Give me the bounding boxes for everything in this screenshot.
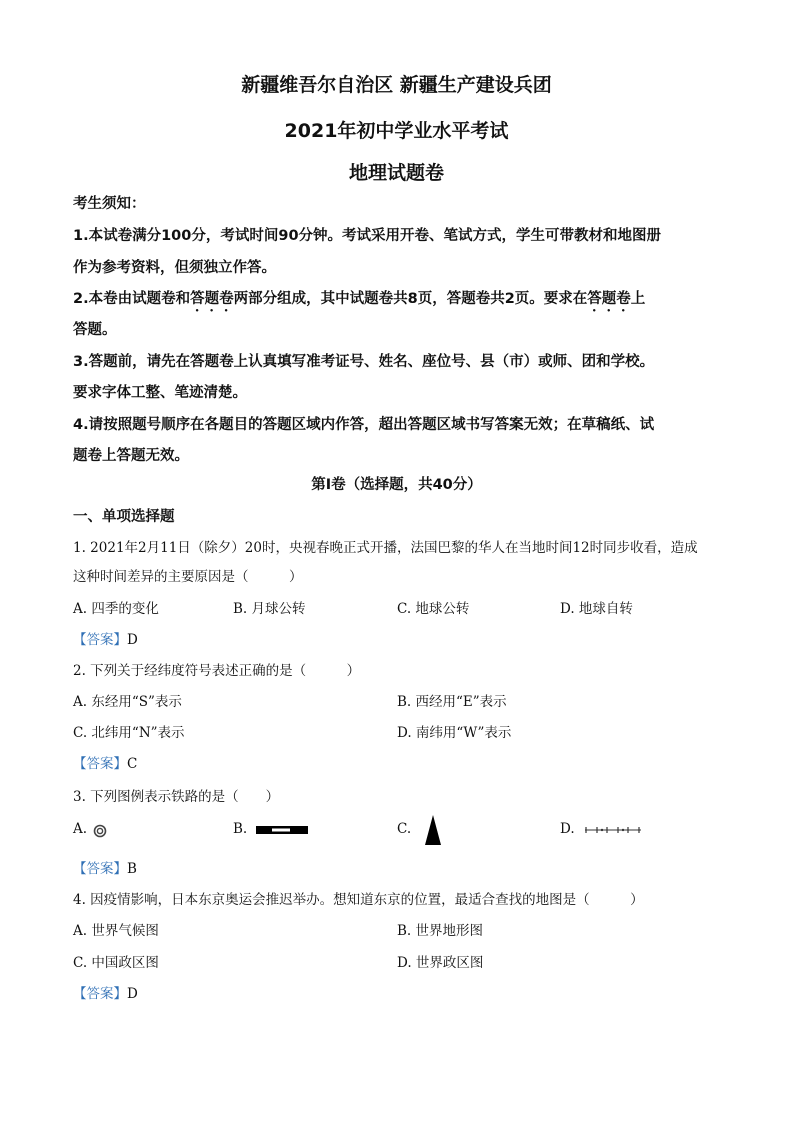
q1-stem-line-2: 这种时间差异的主要原因是（ ） [73,569,303,585]
answer-tag: 【答案】 [73,861,127,877]
mountain-peak-symbol-icon [424,814,442,846]
q1-option-a: A. 四季的变化 [73,601,159,617]
notice-item-1-line-2: 作为参考资料，但须独立作答。 [73,260,276,276]
q3-option-c: C. [397,821,412,837]
exam-title-year: 2021年初中学业水平考试 [284,120,509,142]
q1-option-c: C. 地球公转 [397,601,470,617]
q3-option-a: A. [73,821,88,837]
q4-option-d: D. 世界政区图 [397,955,484,971]
q3-option-b: B. [233,821,248,837]
answer-tag: 【答案】 [73,756,127,772]
answer-value: D [127,632,138,648]
q4-option-c: C. 中国政区图 [73,955,159,971]
capital-city-symbol-icon [93,824,107,838]
answer-tag: 【答案】 [73,632,127,648]
notice-item-1-line-1: 1.本试卷满分100分，考试时间90分钟。考试采用开卷、笔试方式，学生可带教材和地图册 [73,228,662,244]
q3-stem: 3. 下列图例表示铁路的是（ ） [73,789,280,805]
answer-value: D [127,986,138,1002]
q3-answer [73,857,137,877]
notice-item-2-line-1 [73,287,733,315]
q2-option-b: B. 西经用“E”表示 [397,694,507,710]
notice-item-2-emph-1: 答题卷 [190,291,234,307]
q2-stem: 2. 下列关于经纬度符号表述正确的是（ ） [73,663,361,679]
exam-title-subject: 地理试题卷 [348,162,444,184]
notice-item-2-emph-2: 答题卷 [587,291,631,307]
q2-option-a: A. 东经用“S”表示 [73,694,182,710]
q2-option-c: C. 北纬用“N”表示 [73,725,185,741]
exam-title-region: 新疆维吾尔自治区 新疆生产建设兵团 [241,74,552,96]
boundary-line-symbol-icon [585,826,641,834]
q1-stem-line-1: 1. 2021年2月11日（除夕）20时，央视春晚正式开播，法国巴黎的华人在当地时间12时同步收看，造成 [73,540,698,556]
notice-item-3-line-1: 3.答题前，请先在答题卷上认真填写准考证号、姓名、座位号、县（市）或师、团和学校。 [73,354,655,370]
answer-tag: 【答案】 [73,986,127,1002]
railway-symbol-icon [256,826,308,834]
answer-value: B [127,861,137,877]
q2-answer [73,752,137,772]
q3-option-d: D. [560,821,575,837]
notice-item-4-line-1: 4.请按照题号顺序在各题目的答题区域内作答，超出答题区域书写答案无效；在草稿纸、试 [73,417,655,433]
q4-option-b: B. 世界地形图 [397,923,484,939]
notice-item-2-part-a: 2.本卷由试题卷和 [73,291,191,307]
section-type-title: 一、单项选择题 [73,509,175,525]
notice-item-4-line-2: 题卷上答题无效。 [73,448,189,464]
q1-option-b: B. 月球公转 [233,601,306,617]
notice-item-2-part-c: 两部分组成，其中试题卷共8页，答题卷共2页。要求在 [233,291,588,307]
part-title: 第Ⅰ卷（选择题，共40分） [311,477,482,493]
notice-item-2-line-2: 答题。 [73,322,117,338]
q4-stem: 4. 因疫情影响，日本东京奥运会推迟举办。想知道东京的位置，最适合查找的地图是（ ） [73,892,644,908]
q1-answer [73,628,138,648]
q4-answer [73,982,138,1002]
notice-item-3-line-2: 要求字体工整、笔迹清楚。 [73,385,247,401]
notice-heading: 考生须知： [73,196,146,212]
answer-value: C [127,756,138,772]
q2-option-d: D. 南纬用“W”表示 [397,725,512,741]
q4-option-a: A. 世界气候图 [73,923,159,939]
notice-item-2-part-e: 上 [630,291,646,307]
q1-option-d: D. 地球自转 [560,601,633,617]
